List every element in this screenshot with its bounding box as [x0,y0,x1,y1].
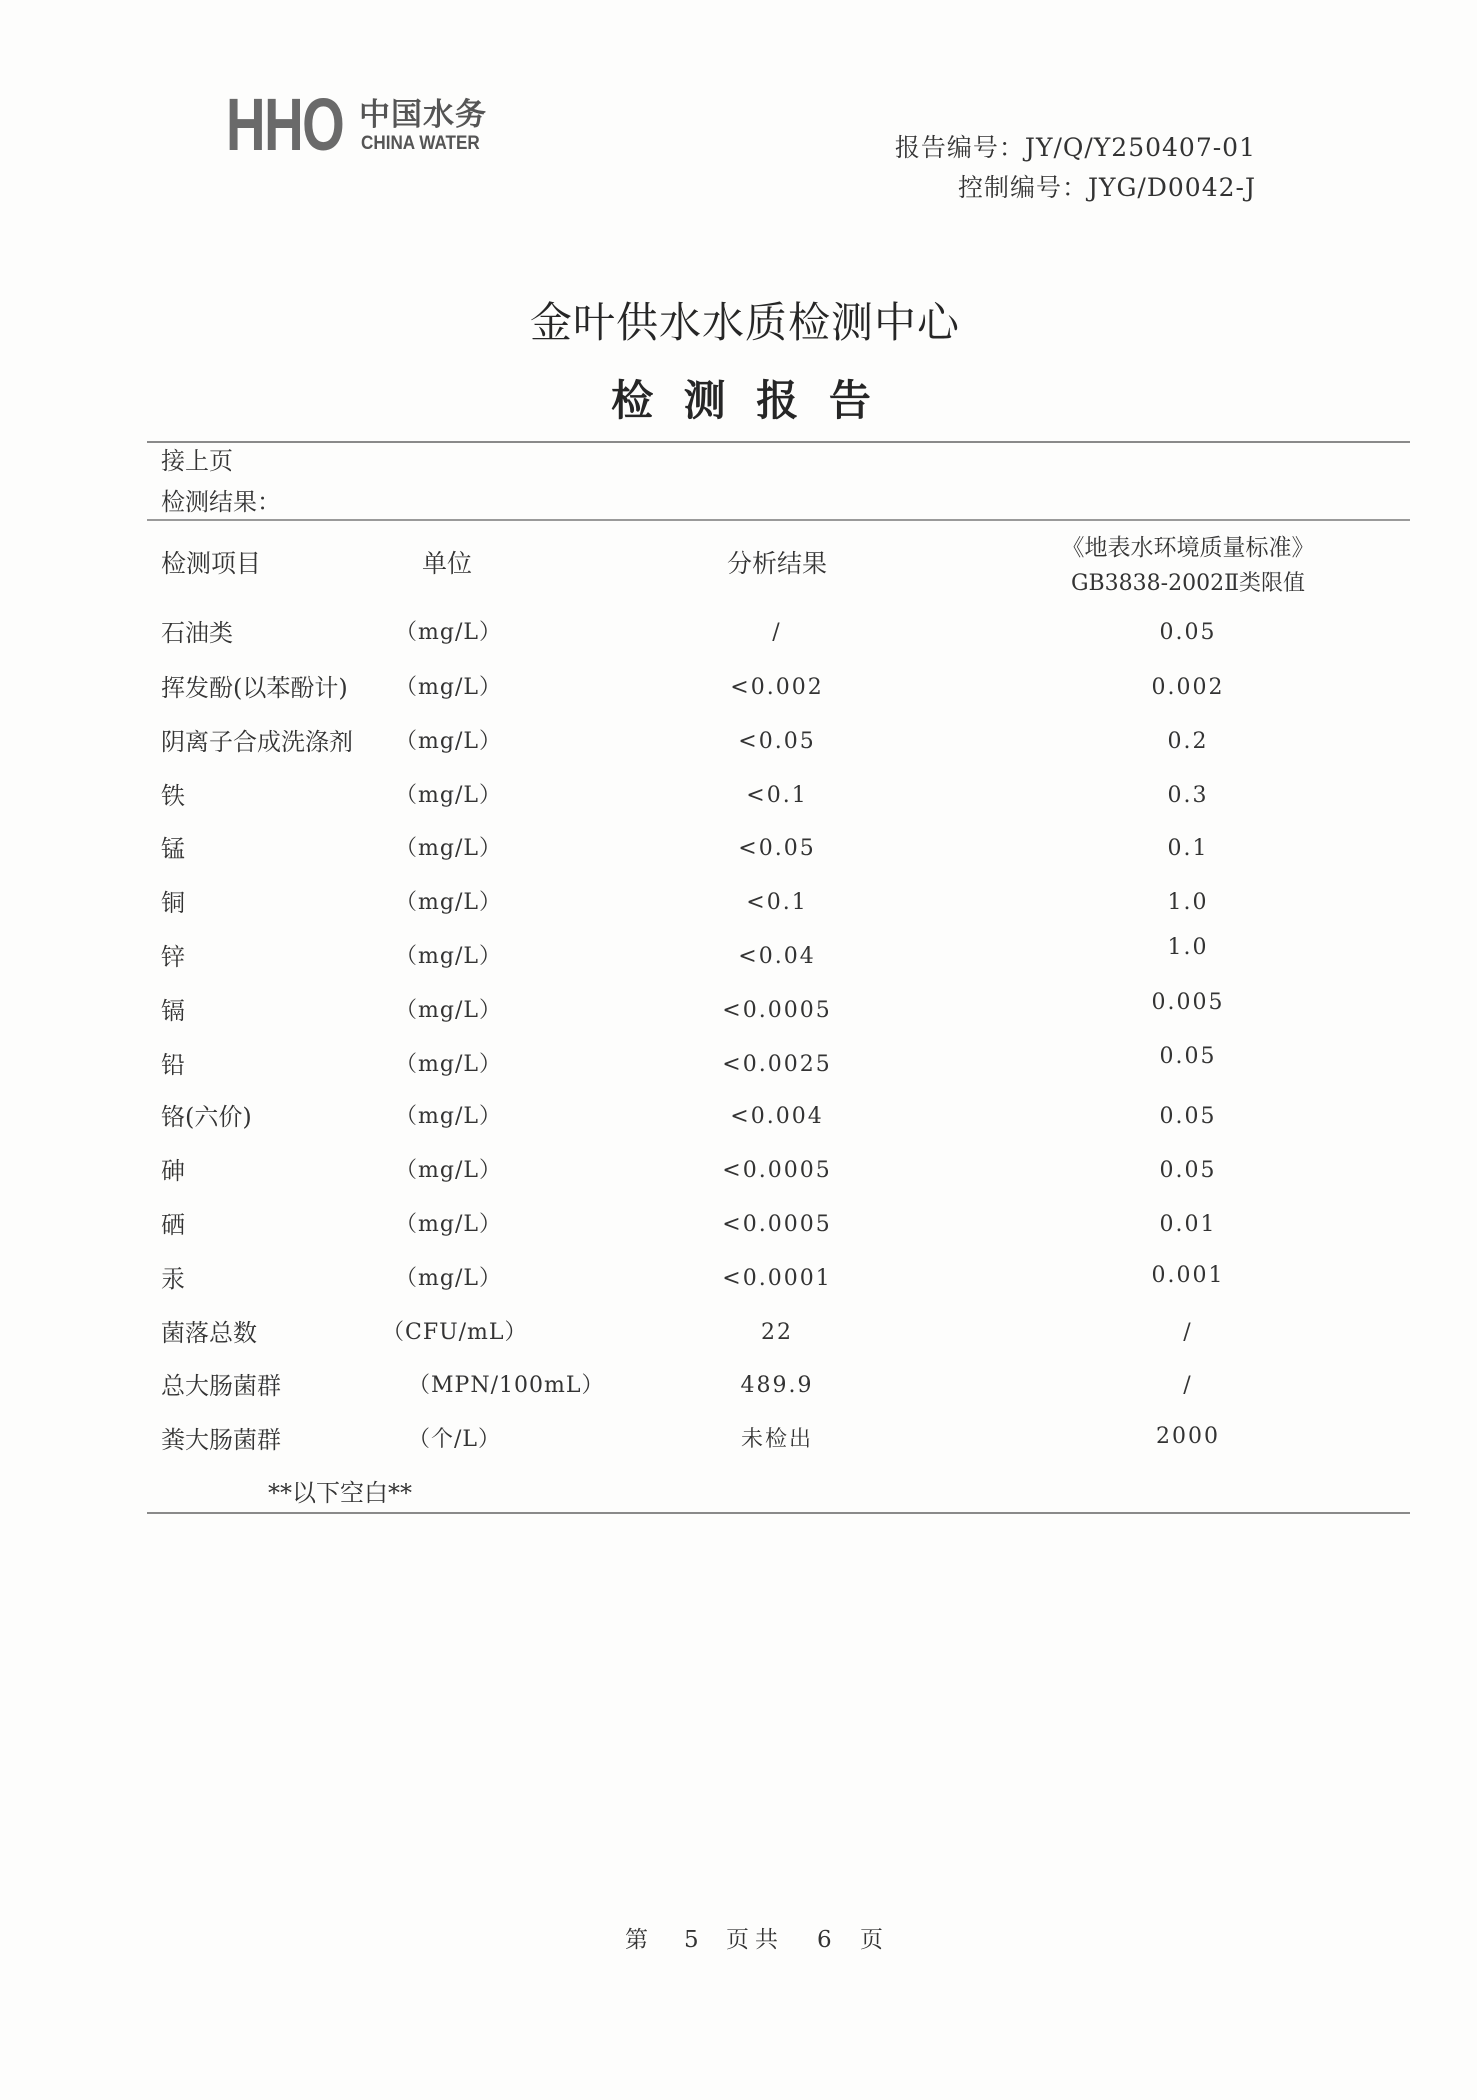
row-result: 489.9 [740,1373,814,1398]
row-result: <0.05 [738,729,816,754]
row-item: 挥发酚(以苯酚计) [161,674,348,702]
row-unit: （mg/L） [395,1104,502,1129]
row-unit: （mg/L） [395,675,502,700]
row-unit: （mg/L） [395,729,502,754]
row-limit: 0.2 [1167,729,1209,754]
table-row [0,1318,1477,1348]
header-item: 检测项目 [161,549,262,578]
row-item: 阴离子合成洗涤剂 [161,728,353,756]
row-unit: （mg/L） [395,620,502,645]
footer-prefix: 第 [625,1927,648,1953]
logo-english-name: CHINA WATER [361,133,480,154]
row-unit: （mg/L） [395,1212,502,1237]
table-row [0,1425,1477,1455]
logo-chinese-name: 中国水务 [359,97,487,133]
row-result: <0.0005 [722,1158,832,1183]
row-item: 菌落总数 [161,1319,257,1347]
row-item: 砷 [161,1157,185,1185]
row-result: <0.004 [730,1104,824,1129]
table-row [0,1264,1477,1294]
table-row [0,834,1477,864]
row-unit: （mg/L） [395,998,502,1023]
row-limit: 1.0 [1167,890,1209,915]
row-limit: 0.1 [1167,836,1209,861]
row-limit: 0.005 [1151,990,1225,1015]
row-limit: / [1183,1373,1193,1398]
table-row [0,1156,1477,1186]
row-item: 总大肠菌群 [161,1372,281,1400]
row-unit: （mg/L） [395,1266,502,1291]
row-unit: （mg/L） [395,783,502,808]
row-item: 石油类 [161,619,233,647]
row-result: <0.1 [746,890,808,915]
table-row [0,673,1477,703]
divider-bottom [147,1512,1410,1514]
row-limit: 0.05 [1159,1104,1217,1129]
header-standard-limit: GB3838-2002Ⅱ类限值 [1070,571,1306,596]
table-row [0,618,1477,648]
table-row [0,727,1477,757]
report-number: 报告编号：JY/Q/Y250407-01 [894,133,1256,162]
row-unit: （CFU/mL） [382,1320,528,1345]
row-item: 锌 [161,943,185,971]
header-standard-name: 《地表水环境质量标准》 [1061,535,1315,561]
table-row [0,1371,1477,1401]
row-result: <0.0025 [722,1052,832,1077]
row-limit: 2000 [1156,1424,1220,1449]
blank-note: **以下空白** [268,1479,412,1507]
header-unit: 单位 [422,549,473,578]
row-limit: 0.05 [1159,1158,1217,1183]
row-unit: （mg/L） [395,944,502,969]
organization-title: 金叶供水水质检测中心 [529,298,960,347]
table-row [0,935,1477,972]
row-unit: （mg/L） [395,1158,502,1183]
row-result: <0.0005 [722,1212,832,1237]
row-item: 锰 [161,835,185,863]
table-row [0,781,1477,811]
row-item: 铜 [161,889,185,917]
row-limit: 0.3 [1167,783,1209,808]
row-result: <0.002 [730,675,824,700]
results-label: 检测结果： [161,488,281,516]
row-result: <0.0005 [722,998,832,1023]
row-unit: （MPN/100mL） [408,1373,605,1398]
row-result: 未检出 [740,1427,813,1452]
row-item: 铬(六价) [161,1103,252,1131]
row-item: 汞 [161,1265,185,1293]
row-result: <0.1 [746,783,808,808]
control-number: 控制编号：JYG/D0042-J [957,173,1256,202]
table-row [0,1044,1477,1080]
row-item: 铅 [161,1051,185,1079]
row-limit: / [1183,1320,1193,1345]
table-row [0,1210,1477,1240]
row-limit: 0.05 [1159,620,1217,645]
row-unit: （mg/L） [395,890,502,915]
footer-total-pages: 6 [817,1927,832,1953]
row-unit: （mg/L） [395,1052,502,1077]
row-limit: 1.0 [1167,935,1209,960]
row-limit: 0.01 [1159,1212,1217,1237]
footer-suffix: 页 [860,1927,883,1953]
row-unit: （mg/L） [395,836,502,861]
document-title: 检 测 报 告 [611,376,879,425]
divider-header [147,519,1410,521]
row-result: / [772,620,782,645]
row-limit: 0.05 [1159,1044,1217,1069]
table-row [0,990,1477,1026]
row-item: 硒 [161,1211,185,1239]
divider-top [147,441,1410,443]
footer-middle: 页共 [726,1927,784,1953]
row-limit: 0.001 [1151,1263,1225,1288]
continued-label: 接上页 [161,447,233,475]
row-result: <0.04 [738,944,816,969]
table-row [0,1102,1477,1132]
row-result: 22 [761,1320,793,1345]
footer-page-number: 5 [684,1927,699,1953]
row-item: 铁 [161,782,185,810]
row-limit: 0.002 [1151,675,1225,700]
row-item: 粪大肠菌群 [161,1426,281,1454]
table-row [0,888,1477,918]
row-result: <0.0001 [722,1266,832,1291]
row-unit: （个/L） [408,1427,502,1452]
header-result: 分析结果 [726,549,827,578]
row-result: <0.05 [738,836,816,861]
row-item: 镉 [161,997,185,1025]
logo-mark: HHO [226,83,344,166]
